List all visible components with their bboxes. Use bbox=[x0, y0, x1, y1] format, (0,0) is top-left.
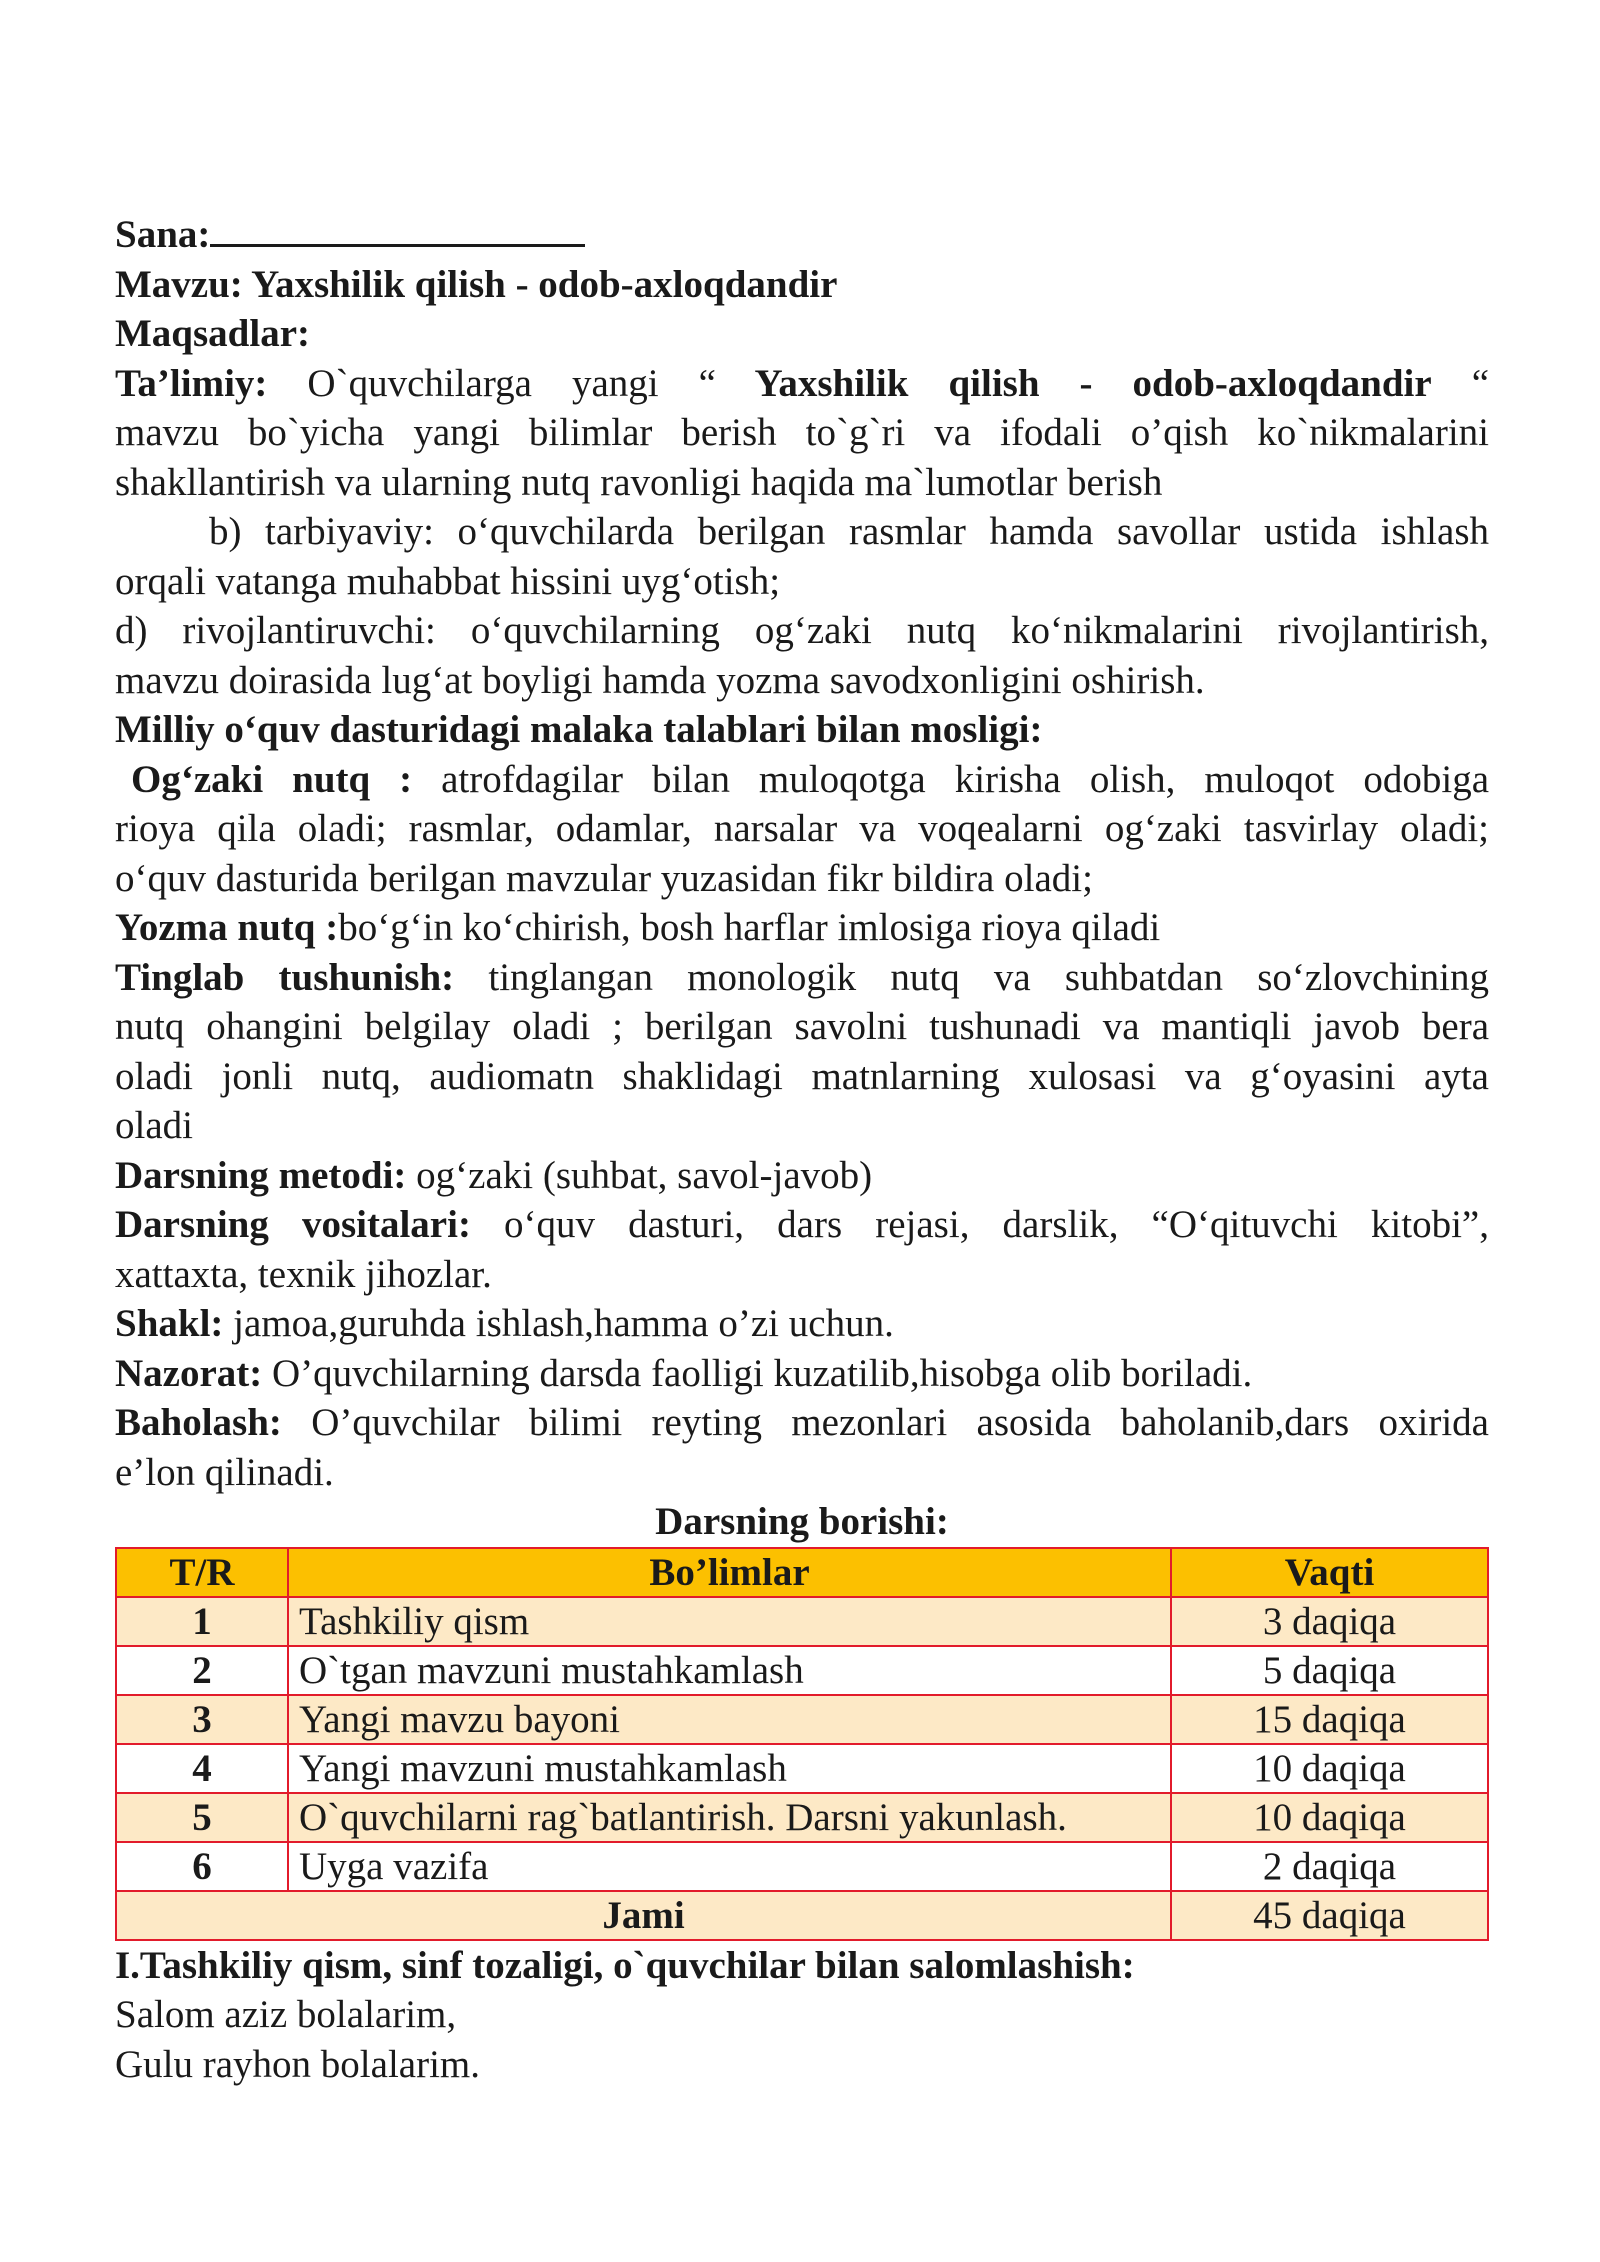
total-label: Jami bbox=[116, 1891, 1171, 1940]
tools-line-1: Darsning vositalari: o‘quv dasturi, dars rejasi, darslik, “O‘qituvchi kitobi”, bbox=[115, 1203, 1489, 1246]
date-blank bbox=[210, 210, 585, 247]
header-time: Vaqti bbox=[1171, 1548, 1488, 1597]
oral-speech-line-1: Og‘zaki nutq : atrofdagilar bilan muloqotga kirisha olish, muloqot odobiga bbox=[131, 757, 1490, 801]
form-line: Shakl: jamoa,guruhda ishlash,hamma o’zi uchun. bbox=[115, 1302, 894, 1345]
assessment-line-2: e’lon qilinadi. bbox=[115, 1450, 334, 1494]
header-sections: Bo’limlar bbox=[288, 1548, 1171, 1597]
poem-line: Gulu rayhon bolalarim. bbox=[115, 2042, 480, 2086]
listening-line-2: nutq ohangini belgilay oladi ; berilgan savolni tushunadi va mantiqli javob bera bbox=[115, 1005, 1489, 1048]
listening-line-4: oladi bbox=[115, 1104, 193, 1147]
upbringing-goal-line-2: orqali vatanga muhabbat hissini uyg‘otish; bbox=[115, 559, 781, 603]
lesson-flow-title: Darsning borishi: bbox=[655, 1500, 949, 1543]
listening-line-1: Tinglab tushunish: tinglangan monologik nutq va suhbatdan so‘zlovchining bbox=[115, 955, 1489, 999]
date-line bbox=[115, 210, 1489, 260]
developmental-goal-line-2: mavzu doirasida lug‘at boyligi hamda yozma savodxonligini oshirish. bbox=[115, 658, 1205, 702]
written-speech-line: Yozma nutq :bo‘g‘in ko‘chirish, bosh harflar imlosiga rioya qiladi bbox=[115, 906, 1161, 949]
header-number: T/R bbox=[116, 1548, 288, 1597]
lesson-plan-page bbox=[115, 210, 1489, 2089]
topic-heading: Mavzu: Yaxshilik qilish - odob-axloqdandir bbox=[115, 262, 838, 306]
table-row: 5 O`quvchilarni rag`batlantirish. Darsni yakunlash. 10 daqiqa bbox=[116, 1793, 1488, 1842]
poem-line: Salom aziz bolalarim, bbox=[115, 1993, 457, 2036]
educational-goal-line-2: mavzu bo`yicha yangi bilimlar berish to`g`ri va ifodali o’qish ko`nikmalarini bbox=[115, 411, 1489, 454]
table-row: 1 Tashkiliy qism 3 daqiqa bbox=[116, 1597, 1488, 1646]
goals-heading: Maqsadlar: bbox=[115, 312, 310, 355]
listening-line-3: oladi jonli nutq, audiomatn shaklidagi matnlarning xulosasi va g‘oyasini ayta bbox=[115, 1054, 1489, 1098]
control-line: Nazorat: O’quvchilarning darsda faolligi kuzatilib,hisobga olib boriladi. bbox=[115, 1351, 1253, 1395]
oral-speech-line-2: rioya qila oladi; rasmlar, odamlar, narsalar va voqealarni og‘zaki tasvirlay oladi; bbox=[115, 807, 1489, 850]
educational-goal-line-1: Ta’limiy: O`quvchilarga yangi “ Yaxshilik qilish - odob-axloqdandir “ bbox=[115, 361, 1490, 405]
total-value: 45 daqiqa bbox=[1171, 1891, 1488, 1940]
organizational-part-heading: I.Tashkiliy qism, sinf tozaligi, o`quvchilar bilan salomlashish: bbox=[115, 1943, 1135, 1987]
lesson-plan-table bbox=[115, 1547, 1489, 1941]
educational-goal-line-3: shakllantirish va ularning nutq ravonligi haqida ma`lumotlar berish bbox=[115, 460, 1163, 504]
table-row: 2 O`tgan mavzuni mustahkamlash 5 daqiqa bbox=[116, 1646, 1488, 1695]
tools-line-2: xattaxta, texnik jihozlar. bbox=[115, 1252, 492, 1296]
table-total-row bbox=[116, 1891, 1488, 1940]
national-curriculum-heading: Milliy o‘quv dasturidagi malaka talablari bilan mosligi: bbox=[115, 708, 1043, 751]
table-header-row bbox=[116, 1548, 1488, 1597]
assessment-line-1: Baholash: O’quvchilar bilimi reyting mezonlari asosida baholanib,dars oxirida bbox=[115, 1401, 1489, 1444]
method-line: Darsning metodi: og‘zaki (suhbat, savol-javob) bbox=[115, 1153, 873, 1197]
oral-speech-line-3: o‘quv dasturida berilgan mavzular yuzasidan fikr bildira oladi; bbox=[115, 856, 1093, 900]
table-row: 6 Uyga vazifa 2 daqiqa bbox=[116, 1842, 1488, 1891]
table-row: 4 Yangi mavzuni mustahkamlash 10 daqiqa bbox=[116, 1744, 1488, 1793]
developmental-goal-line-1: d) rivojlantiruvchi: o‘quvchilarning og‘zaki nutq ko‘nikmalarini rivojlantirish, bbox=[115, 609, 1489, 652]
date-label: Sana: bbox=[115, 213, 211, 256]
table-row: 3 Yangi mavzu bayoni 15 daqiqa bbox=[116, 1695, 1488, 1744]
upbringing-goal-line-1: b) tarbiyaviy: o‘quvchilarda berilgan rasmlar hamda savollar ustida ishlash bbox=[209, 510, 1489, 553]
